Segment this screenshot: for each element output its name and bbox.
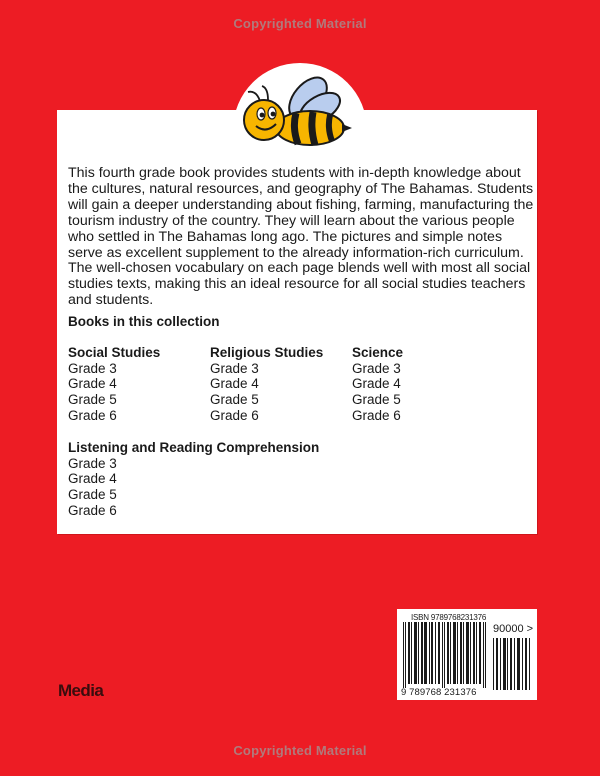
barcode-digits: 9 789768 231376 xyxy=(401,687,477,698)
grade-item: Grade 6 xyxy=(352,407,401,423)
grade-item: Grade 4 xyxy=(68,471,117,487)
collection-heading: Books in this collection xyxy=(68,314,220,329)
copyright-watermark-top: Copyrighted Material xyxy=(233,16,367,31)
isbn-barcode xyxy=(397,609,537,700)
series-religious-studies xyxy=(210,345,323,424)
grade-item: Grade 3 xyxy=(210,360,259,376)
series-listening-reading xyxy=(68,440,319,519)
series-title: Listening and Reading Comprehension xyxy=(68,440,320,455)
addon-barcode-bars-icon xyxy=(493,638,531,690)
grade-item: Grade 3 xyxy=(68,360,117,376)
isbn-label: ISBN 9789768231376 xyxy=(411,613,487,622)
publisher-logo: Media xyxy=(58,681,104,700)
grade-item: Grade 4 xyxy=(68,376,117,392)
grade-item: Grade 3 xyxy=(352,360,401,376)
grade-item: Grade 4 xyxy=(210,376,259,392)
grade-item: Grade 3 xyxy=(68,455,117,471)
series-title: Science xyxy=(352,345,404,360)
copyright-watermark-bottom: Copyrighted Material xyxy=(233,743,367,758)
grade-item: Grade 6 xyxy=(210,407,259,423)
grade-item: Grade 5 xyxy=(68,392,117,408)
bee-icon xyxy=(238,76,362,148)
price-code: 90000 > xyxy=(493,623,534,635)
series-science xyxy=(352,345,403,424)
grade-item: Grade 5 xyxy=(210,392,259,408)
grade-item: Grade 6 xyxy=(68,502,117,518)
series-title: Social Studies xyxy=(68,345,161,360)
series-title: Religious Studies xyxy=(210,345,324,360)
grade-item: Grade 5 xyxy=(352,392,401,408)
book-description: This fourth grade book provides students with in-depth knowledge about the cultures, natural resources, and geography of The Bahamas. Students will gain a deeper understanding about fishing, farming, manufacturing the tourism industry of the country. They will learn about the various people who settled in The Bahamas long ago. The pictures and simple notes serve as excellent supplement to the already information-rich curriculum. The well-chosen vocabulary on each page blends well with most all social studies texts, making this an ideal resource for all social studies teachers and students. xyxy=(68,165,534,309)
barcode-bars-icon xyxy=(403,622,487,688)
grade-item: Grade 4 xyxy=(352,376,401,392)
grade-item: Grade 5 xyxy=(68,487,117,503)
series-social-studies xyxy=(68,345,160,424)
grade-item: Grade 6 xyxy=(68,407,117,423)
